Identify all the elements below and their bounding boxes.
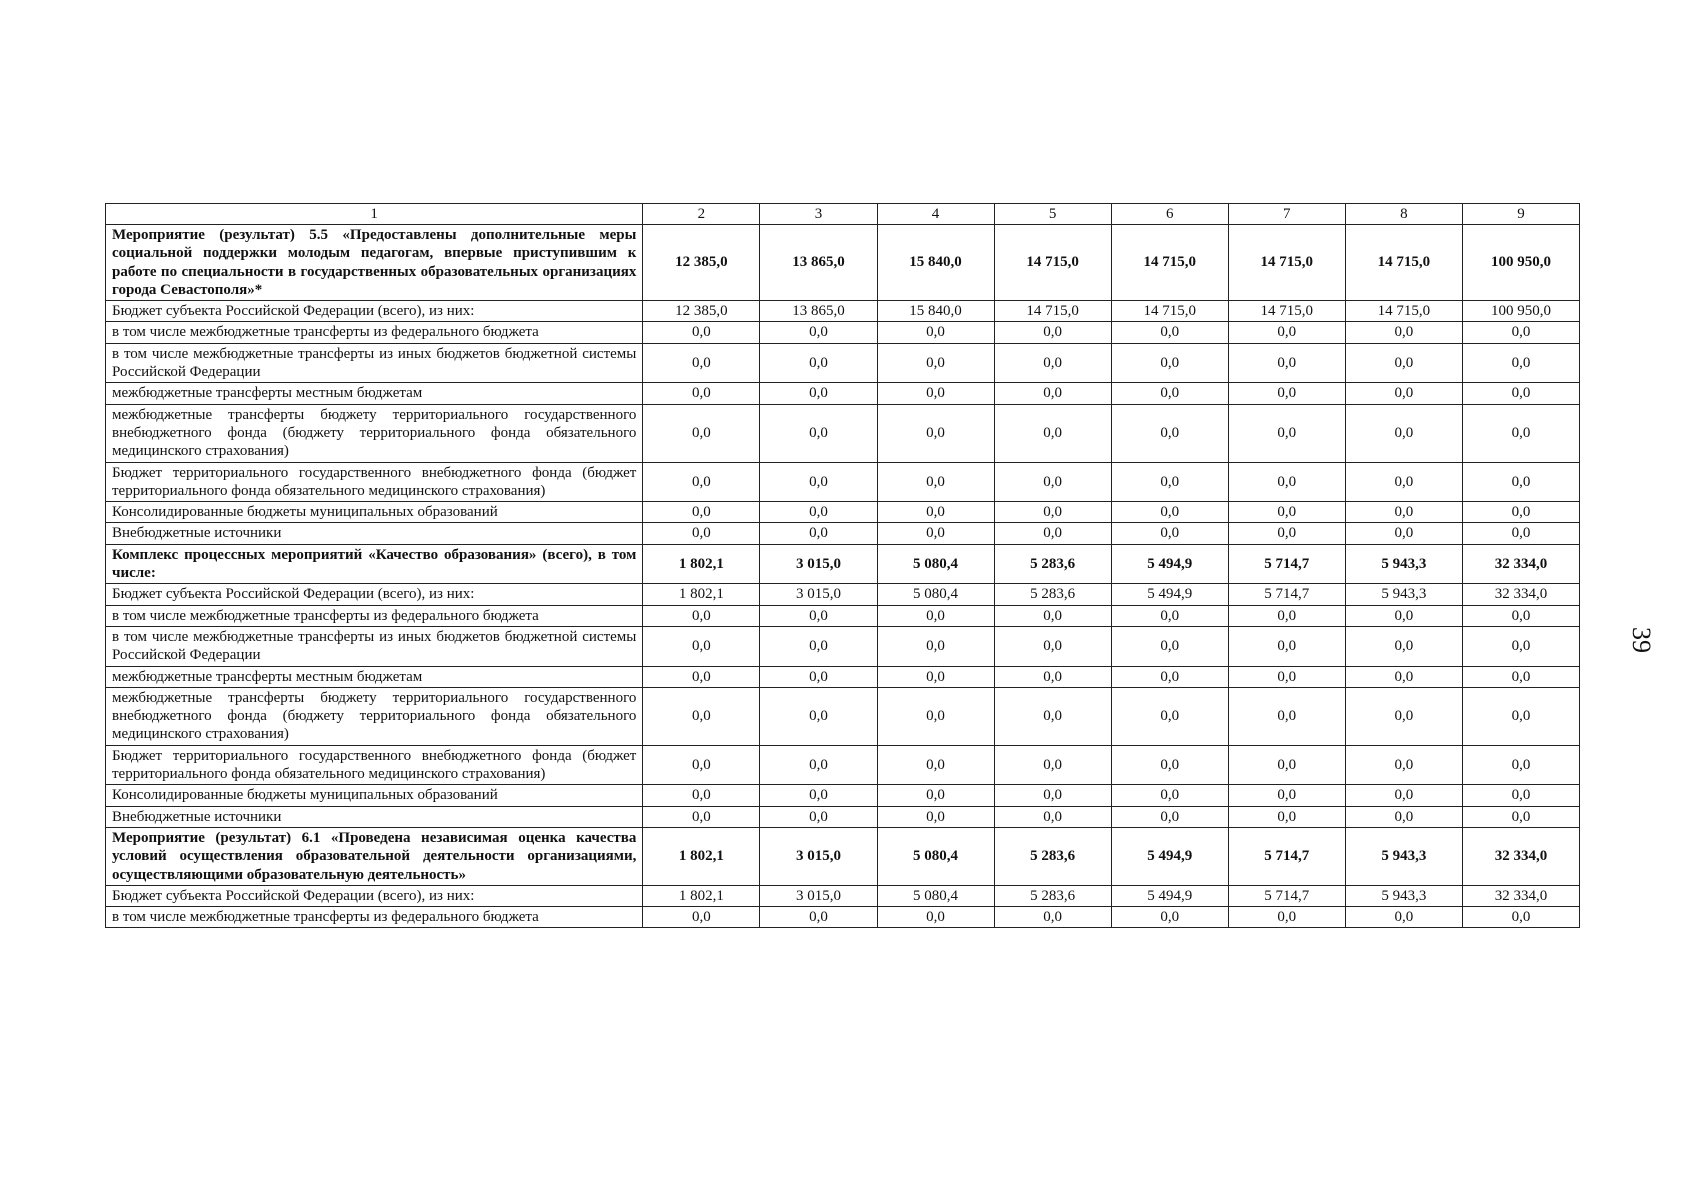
table-row bbox=[106, 343, 1580, 383]
value-cell: 0,0 bbox=[1111, 605, 1228, 626]
row-label: Бюджет субъекта Российской Федерации (всего), из них: bbox=[106, 584, 643, 605]
value-cell: 0,0 bbox=[1345, 523, 1462, 544]
table-row bbox=[106, 523, 1580, 544]
value-cell: 0,0 bbox=[760, 907, 877, 928]
value-cell: 100 950,0 bbox=[1462, 225, 1579, 301]
row-label: Мероприятие (результат) 6.1 «Проведена независимая оценка качества условий осуществления образовательной деятельности организациями, осуществляющими образовательную деятельность» bbox=[106, 827, 643, 885]
value-cell: 15 840,0 bbox=[877, 301, 994, 322]
value-cell: 0,0 bbox=[1111, 626, 1228, 666]
value-cell: 14 715,0 bbox=[994, 225, 1111, 301]
row-label: в том числе межбюджетные трансферты из иных бюджетов бюджетной системы Российской Федерации bbox=[106, 626, 643, 666]
value-cell: 0,0 bbox=[643, 343, 760, 383]
value-cell: 14 715,0 bbox=[994, 301, 1111, 322]
value-cell: 14 715,0 bbox=[1228, 225, 1345, 301]
table-row bbox=[106, 687, 1580, 745]
value-cell: 0,0 bbox=[877, 343, 994, 383]
value-cell: 5 714,7 bbox=[1228, 885, 1345, 906]
value-cell: 0,0 bbox=[994, 745, 1111, 785]
row-label: межбюджетные трансферты местным бюджетам bbox=[106, 666, 643, 687]
value-cell: 0,0 bbox=[760, 502, 877, 523]
value-cell: 0,0 bbox=[1462, 666, 1579, 687]
value-cell: 0,0 bbox=[1228, 785, 1345, 806]
value-cell: 1 802,1 bbox=[643, 544, 760, 584]
value-cell: 0,0 bbox=[643, 626, 760, 666]
value-cell: 0,0 bbox=[1345, 502, 1462, 523]
value-cell: 0,0 bbox=[1462, 502, 1579, 523]
value-cell: 0,0 bbox=[1111, 907, 1228, 928]
value-cell: 0,0 bbox=[1462, 626, 1579, 666]
value-cell: 1 802,1 bbox=[643, 885, 760, 906]
value-cell: 5 080,4 bbox=[877, 827, 994, 885]
value-cell: 0,0 bbox=[994, 907, 1111, 928]
value-cell: 14 715,0 bbox=[1111, 301, 1228, 322]
value-cell: 0,0 bbox=[1345, 666, 1462, 687]
column-header: 2 bbox=[643, 204, 760, 225]
value-cell: 0,0 bbox=[994, 322, 1111, 343]
value-cell: 0,0 bbox=[1111, 666, 1228, 687]
value-cell: 12 385,0 bbox=[643, 301, 760, 322]
value-cell: 5 714,7 bbox=[1228, 544, 1345, 584]
value-cell: 0,0 bbox=[1345, 605, 1462, 626]
table-row bbox=[106, 544, 1580, 584]
value-cell: 5 943,3 bbox=[1345, 584, 1462, 605]
value-cell: 0,0 bbox=[760, 666, 877, 687]
row-label: Бюджет субъекта Российской Федерации (всего), из них: bbox=[106, 301, 643, 322]
value-cell: 0,0 bbox=[1111, 523, 1228, 544]
value-cell: 5 283,6 bbox=[994, 827, 1111, 885]
value-cell: 0,0 bbox=[994, 626, 1111, 666]
table-row bbox=[106, 322, 1580, 343]
value-cell: 0,0 bbox=[1345, 806, 1462, 827]
row-label: в том числе межбюджетные трансферты из федерального бюджета bbox=[106, 605, 643, 626]
column-header: 1 bbox=[106, 204, 643, 225]
value-cell: 0,0 bbox=[760, 605, 877, 626]
value-cell: 0,0 bbox=[877, 605, 994, 626]
value-cell: 5 943,3 bbox=[1345, 544, 1462, 584]
row-label: в том числе межбюджетные трансферты из иных бюджетов бюджетной системы Российской Федерации bbox=[106, 343, 643, 383]
table-row bbox=[106, 827, 1580, 885]
value-cell: 0,0 bbox=[1345, 626, 1462, 666]
value-cell: 5 714,7 bbox=[1228, 584, 1345, 605]
table-row bbox=[106, 584, 1580, 605]
table-body bbox=[106, 225, 1580, 928]
value-cell: 0,0 bbox=[1228, 404, 1345, 462]
column-header: 7 bbox=[1228, 204, 1345, 225]
value-cell: 0,0 bbox=[1111, 343, 1228, 383]
value-cell: 0,0 bbox=[760, 806, 877, 827]
value-cell: 14 715,0 bbox=[1228, 301, 1345, 322]
table-header-row bbox=[106, 204, 1580, 225]
value-cell: 0,0 bbox=[994, 502, 1111, 523]
value-cell: 3 015,0 bbox=[760, 584, 877, 605]
value-cell: 5 494,9 bbox=[1111, 584, 1228, 605]
value-cell: 0,0 bbox=[760, 343, 877, 383]
table-row bbox=[106, 626, 1580, 666]
value-cell: 0,0 bbox=[877, 523, 994, 544]
value-cell: 5 494,9 bbox=[1111, 885, 1228, 906]
value-cell: 32 334,0 bbox=[1462, 827, 1579, 885]
value-cell: 0,0 bbox=[1111, 322, 1228, 343]
value-cell: 0,0 bbox=[643, 687, 760, 745]
table-row bbox=[106, 666, 1580, 687]
value-cell: 0,0 bbox=[643, 322, 760, 343]
value-cell: 0,0 bbox=[1462, 785, 1579, 806]
value-cell: 0,0 bbox=[877, 502, 994, 523]
column-header: 6 bbox=[1111, 204, 1228, 225]
row-label: Бюджет субъекта Российской Федерации (всего), из них: bbox=[106, 885, 643, 906]
value-cell: 1 802,1 bbox=[643, 827, 760, 885]
value-cell: 0,0 bbox=[760, 404, 877, 462]
value-cell: 0,0 bbox=[1345, 322, 1462, 343]
value-cell: 0,0 bbox=[643, 785, 760, 806]
value-cell: 3 015,0 bbox=[760, 544, 877, 584]
value-cell: 0,0 bbox=[1462, 523, 1579, 544]
value-cell: 0,0 bbox=[1228, 745, 1345, 785]
value-cell: 0,0 bbox=[877, 745, 994, 785]
value-cell: 0,0 bbox=[760, 462, 877, 502]
value-cell: 0,0 bbox=[1345, 745, 1462, 785]
value-cell: 0,0 bbox=[994, 523, 1111, 544]
row-label: Внебюджетные источники bbox=[106, 806, 643, 827]
value-cell: 0,0 bbox=[1462, 404, 1579, 462]
value-cell: 13 865,0 bbox=[760, 301, 877, 322]
value-cell: 0,0 bbox=[1462, 343, 1579, 383]
value-cell: 1 802,1 bbox=[643, 584, 760, 605]
value-cell: 14 715,0 bbox=[1111, 225, 1228, 301]
table-row bbox=[106, 383, 1580, 404]
table-row bbox=[106, 885, 1580, 906]
value-cell: 5 943,3 bbox=[1345, 827, 1462, 885]
value-cell: 0,0 bbox=[994, 666, 1111, 687]
row-label: Консолидированные бюджеты муниципальных образований bbox=[106, 785, 643, 806]
value-cell: 0,0 bbox=[1228, 322, 1345, 343]
value-cell: 0,0 bbox=[1345, 785, 1462, 806]
value-cell: 32 334,0 bbox=[1462, 584, 1579, 605]
value-cell: 0,0 bbox=[994, 687, 1111, 745]
value-cell: 0,0 bbox=[643, 806, 760, 827]
value-cell: 0,0 bbox=[877, 687, 994, 745]
value-cell: 0,0 bbox=[1228, 523, 1345, 544]
value-cell: 0,0 bbox=[1228, 343, 1345, 383]
value-cell: 5 080,4 bbox=[877, 584, 994, 605]
value-cell: 0,0 bbox=[877, 806, 994, 827]
value-cell: 5 283,6 bbox=[994, 584, 1111, 605]
table-row bbox=[106, 785, 1580, 806]
value-cell: 15 840,0 bbox=[877, 225, 994, 301]
value-cell: 0,0 bbox=[1111, 404, 1228, 462]
value-cell: 0,0 bbox=[760, 745, 877, 785]
value-cell: 14 715,0 bbox=[1345, 225, 1462, 301]
value-cell: 0,0 bbox=[643, 907, 760, 928]
table-row bbox=[106, 907, 1580, 928]
row-label: Комплекс процессных мероприятий «Качество образования» (всего), в том числе: bbox=[106, 544, 643, 584]
value-cell: 5 494,9 bbox=[1111, 544, 1228, 584]
table-row bbox=[106, 404, 1580, 462]
table-row bbox=[106, 225, 1580, 301]
value-cell: 32 334,0 bbox=[1462, 885, 1579, 906]
value-cell: 32 334,0 bbox=[1462, 544, 1579, 584]
value-cell: 0,0 bbox=[1228, 605, 1345, 626]
value-cell: 0,0 bbox=[1228, 502, 1345, 523]
value-cell: 0,0 bbox=[1228, 626, 1345, 666]
value-cell: 5 494,9 bbox=[1111, 827, 1228, 885]
value-cell: 0,0 bbox=[1111, 687, 1228, 745]
value-cell: 0,0 bbox=[1228, 666, 1345, 687]
value-cell: 0,0 bbox=[1462, 462, 1579, 502]
value-cell: 0,0 bbox=[1462, 745, 1579, 785]
value-cell: 5 943,3 bbox=[1345, 885, 1462, 906]
table-row bbox=[106, 745, 1580, 785]
value-cell: 14 715,0 bbox=[1345, 301, 1462, 322]
value-cell: 0,0 bbox=[1228, 383, 1345, 404]
table-row bbox=[106, 462, 1580, 502]
value-cell: 0,0 bbox=[643, 383, 760, 404]
value-cell: 0,0 bbox=[877, 626, 994, 666]
row-label: Консолидированные бюджеты муниципальных образований bbox=[106, 502, 643, 523]
value-cell: 0,0 bbox=[643, 502, 760, 523]
table-row bbox=[106, 502, 1580, 523]
row-label: Бюджет территориального государственного внебюджетного фонда (бюджет территориального фонда обязательного медицинского страхования) bbox=[106, 462, 643, 502]
value-cell: 0,0 bbox=[760, 626, 877, 666]
row-label: Внебюджетные источники bbox=[106, 523, 643, 544]
value-cell: 5 080,4 bbox=[877, 885, 994, 906]
column-header: 3 bbox=[760, 204, 877, 225]
value-cell: 5 080,4 bbox=[877, 544, 994, 584]
value-cell: 0,0 bbox=[877, 383, 994, 404]
value-cell: 0,0 bbox=[994, 343, 1111, 383]
value-cell: 0,0 bbox=[1345, 687, 1462, 745]
value-cell: 3 015,0 bbox=[760, 885, 877, 906]
row-label: межбюджетные трансферты бюджету территориального государственного внебюджетного фонда (бюджету территориального фонда обязательного медицинского страхования) bbox=[106, 687, 643, 745]
value-cell: 0,0 bbox=[643, 462, 760, 502]
value-cell: 0,0 bbox=[877, 462, 994, 502]
value-cell: 0,0 bbox=[760, 523, 877, 544]
value-cell: 0,0 bbox=[643, 666, 760, 687]
value-cell: 0,0 bbox=[1228, 687, 1345, 745]
value-cell: 0,0 bbox=[1111, 462, 1228, 502]
column-header: 4 bbox=[877, 204, 994, 225]
row-label: межбюджетные трансферты местным бюджетам bbox=[106, 383, 643, 404]
value-cell: 0,0 bbox=[1111, 383, 1228, 404]
value-cell: 0,0 bbox=[643, 404, 760, 462]
column-header: 9 bbox=[1462, 204, 1579, 225]
row-label: Мероприятие (результат) 5.5 «Предоставлены дополнительные меры социальной поддержки молодым педагогам, впервые приступившим к работе по специальности в государственных образовательных организациях города Севастополя»* bbox=[106, 225, 643, 301]
table-row bbox=[106, 806, 1580, 827]
value-cell: 0,0 bbox=[877, 404, 994, 462]
value-cell: 0,0 bbox=[994, 383, 1111, 404]
column-header: 5 bbox=[994, 204, 1111, 225]
value-cell: 0,0 bbox=[877, 785, 994, 806]
value-cell: 5 283,6 bbox=[994, 885, 1111, 906]
row-label: в том числе межбюджетные трансферты из федерального бюджета bbox=[106, 322, 643, 343]
value-cell: 0,0 bbox=[1111, 785, 1228, 806]
value-cell: 0,0 bbox=[643, 523, 760, 544]
value-cell: 3 015,0 bbox=[760, 827, 877, 885]
value-cell: 0,0 bbox=[877, 322, 994, 343]
value-cell: 0,0 bbox=[877, 907, 994, 928]
value-cell: 0,0 bbox=[1345, 404, 1462, 462]
value-cell: 0,0 bbox=[994, 605, 1111, 626]
value-cell: 0,0 bbox=[1462, 322, 1579, 343]
value-cell: 0,0 bbox=[1228, 806, 1345, 827]
value-cell: 0,0 bbox=[1345, 907, 1462, 928]
row-label: в том числе межбюджетные трансферты из федерального бюджета bbox=[106, 907, 643, 928]
value-cell: 0,0 bbox=[1345, 383, 1462, 404]
value-cell: 5 283,6 bbox=[994, 544, 1111, 584]
value-cell: 0,0 bbox=[643, 605, 760, 626]
value-cell: 0,0 bbox=[760, 322, 877, 343]
value-cell: 0,0 bbox=[994, 806, 1111, 827]
value-cell: 12 385,0 bbox=[643, 225, 760, 301]
value-cell: 0,0 bbox=[1228, 462, 1345, 502]
value-cell: 0,0 bbox=[760, 785, 877, 806]
table-row bbox=[106, 301, 1580, 322]
row-label: межбюджетные трансферты бюджету территориального государственного внебюджетного фонда (бюджету территориального фонда обязательного медицинского страхования) bbox=[106, 404, 643, 462]
value-cell: 0,0 bbox=[1345, 343, 1462, 383]
value-cell: 0,0 bbox=[1462, 687, 1579, 745]
value-cell: 0,0 bbox=[1462, 605, 1579, 626]
value-cell: 0,0 bbox=[877, 666, 994, 687]
value-cell: 0,0 bbox=[1462, 806, 1579, 827]
value-cell: 0,0 bbox=[760, 383, 877, 404]
value-cell: 100 950,0 bbox=[1462, 301, 1579, 322]
value-cell: 0,0 bbox=[643, 745, 760, 785]
value-cell: 0,0 bbox=[994, 404, 1111, 462]
value-cell: 0,0 bbox=[760, 687, 877, 745]
value-cell: 0,0 bbox=[1462, 383, 1579, 404]
value-cell: 0,0 bbox=[1228, 907, 1345, 928]
value-cell: 0,0 bbox=[1345, 462, 1462, 502]
table-row bbox=[106, 605, 1580, 626]
value-cell: 5 714,7 bbox=[1228, 827, 1345, 885]
value-cell: 0,0 bbox=[1111, 502, 1228, 523]
value-cell: 0,0 bbox=[994, 462, 1111, 502]
budget-table bbox=[105, 203, 1580, 928]
value-cell: 0,0 bbox=[1462, 907, 1579, 928]
value-cell: 0,0 bbox=[1111, 806, 1228, 827]
column-header: 8 bbox=[1345, 204, 1462, 225]
value-cell: 13 865,0 bbox=[760, 225, 877, 301]
row-label: Бюджет территориального государственного внебюджетного фонда (бюджет территориального фонда обязательного медицинского страхования) bbox=[106, 745, 643, 785]
page-number: 39 bbox=[1627, 627, 1656, 653]
value-cell: 0,0 bbox=[1111, 745, 1228, 785]
value-cell: 0,0 bbox=[994, 785, 1111, 806]
